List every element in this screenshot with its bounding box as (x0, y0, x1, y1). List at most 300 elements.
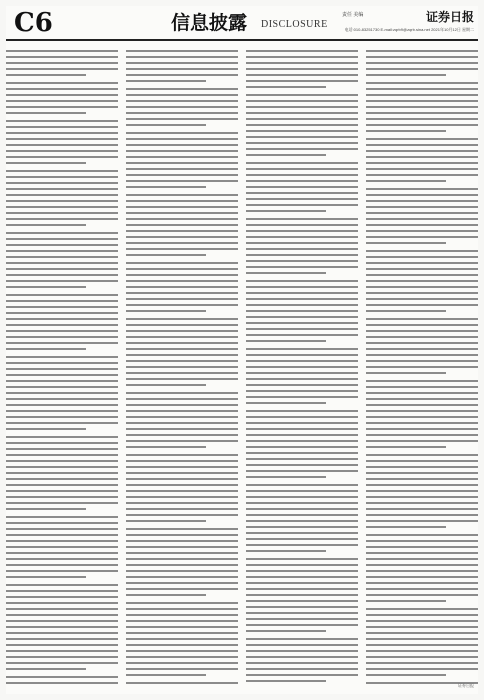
text-line (6, 188, 118, 190)
text-line (126, 570, 238, 572)
text-line (366, 256, 478, 258)
text-line (126, 620, 238, 622)
text-line (6, 68, 118, 70)
text-line (6, 74, 86, 76)
text-line (6, 268, 118, 270)
text-line (366, 150, 478, 152)
text-line (126, 508, 238, 510)
text-line (246, 618, 358, 620)
text-line (246, 490, 358, 492)
text-line (246, 334, 358, 336)
text-line (246, 254, 358, 256)
text-line (366, 106, 478, 108)
text-line (366, 410, 478, 412)
text-line (6, 280, 118, 282)
text-line (246, 668, 358, 670)
text-line (366, 324, 478, 326)
text-line (366, 138, 478, 140)
text-line (126, 588, 238, 590)
contact-info: 电话:010-83251730 E-mail:zqrb9@zqrb.sina.net 2021年10月12日 星期二 (344, 27, 474, 32)
section-title-en: DISCLOSURE (261, 19, 328, 30)
text-column-4 (366, 46, 478, 690)
text-line (6, 356, 118, 358)
text-line (6, 126, 118, 128)
text-line (126, 74, 238, 76)
text-line (126, 138, 238, 140)
text-line (6, 336, 118, 338)
text-line (6, 626, 118, 628)
text-line (246, 428, 358, 430)
text-line (246, 514, 358, 516)
text-line (246, 80, 358, 82)
text-line (246, 520, 358, 522)
text-line (246, 124, 358, 126)
text-line (246, 192, 358, 194)
text-line (126, 150, 238, 152)
text-line (126, 644, 238, 646)
text-line (246, 236, 358, 238)
text-line (126, 194, 238, 196)
text-line (366, 582, 478, 584)
text-line (6, 138, 118, 140)
text-line (246, 260, 358, 262)
text-line (246, 204, 358, 206)
text-line (126, 186, 206, 188)
text-line (6, 306, 118, 308)
text-line (366, 472, 478, 474)
text-line (246, 68, 358, 70)
text-line (6, 620, 118, 622)
text-line (246, 452, 358, 454)
text-line (246, 224, 358, 226)
text-line (6, 584, 118, 586)
text-line (126, 162, 238, 164)
text-line (6, 662, 118, 664)
text-line (6, 348, 86, 350)
text-line (6, 330, 118, 332)
text-line (126, 564, 238, 566)
text-line (366, 360, 478, 362)
text-line (126, 118, 238, 120)
text-line (366, 386, 478, 388)
text-line (366, 118, 478, 120)
text-line (246, 348, 358, 350)
text-line (6, 312, 118, 314)
text-line (246, 56, 358, 58)
text-line (126, 100, 238, 102)
text-line (126, 594, 206, 596)
text-line (126, 502, 238, 504)
text-line (366, 56, 478, 58)
text-line (126, 218, 238, 220)
text-line (366, 404, 478, 406)
text-line (6, 404, 118, 406)
text-line (246, 142, 358, 144)
text-line (6, 156, 118, 158)
text-line (126, 540, 238, 542)
text-line (6, 318, 118, 320)
text-line (366, 330, 478, 332)
text-line (366, 366, 478, 368)
text-line (246, 440, 358, 442)
text-line (126, 602, 238, 604)
text-line (366, 274, 478, 276)
text-line (366, 224, 478, 226)
text-line (6, 472, 118, 474)
text-line (126, 274, 238, 276)
text-line (366, 546, 478, 548)
text-line (126, 106, 238, 108)
text-line (126, 422, 238, 424)
text-line (246, 384, 358, 386)
text-line (6, 170, 118, 172)
text-line (246, 372, 358, 374)
text-line (246, 582, 358, 584)
text-line (126, 576, 238, 578)
text-line (6, 478, 118, 480)
text-line (246, 266, 358, 268)
text-line (366, 570, 478, 572)
text-line (126, 268, 238, 270)
text-line (6, 540, 118, 542)
text-line (246, 322, 358, 324)
text-line (6, 342, 118, 344)
masthead-rule (6, 39, 478, 41)
text-line (126, 230, 238, 232)
text-line (366, 100, 478, 102)
text-line (366, 180, 446, 182)
text-line (126, 398, 238, 400)
text-line (366, 206, 478, 208)
masthead (6, 6, 478, 38)
text-line (366, 230, 478, 232)
text-line (6, 132, 118, 134)
text-column-3 (246, 46, 358, 690)
text-line (6, 436, 118, 438)
text-line (366, 162, 478, 164)
text-line (6, 56, 118, 58)
text-line (366, 398, 478, 400)
text-line (6, 200, 118, 202)
text-line (126, 534, 238, 536)
text-line (366, 576, 478, 578)
text-line (126, 298, 238, 300)
text-line (246, 186, 358, 188)
text-line (6, 460, 118, 462)
text-line (366, 588, 478, 590)
text-line (366, 130, 446, 132)
text-line (366, 478, 478, 480)
editor-credit: 责任 美编 (342, 12, 364, 18)
text-line (366, 446, 446, 448)
text-line (126, 330, 238, 332)
text-line (126, 280, 238, 282)
text-line (366, 68, 478, 70)
text-line (6, 244, 118, 246)
text-line (6, 100, 118, 102)
text-line (126, 112, 238, 114)
text-line (246, 434, 358, 436)
paper-logo: 证券日报 (425, 10, 474, 24)
text-line (126, 342, 238, 344)
text-line (126, 56, 238, 58)
text-line (6, 496, 118, 498)
text-line (366, 88, 478, 90)
text-line (246, 304, 358, 306)
text-line (246, 316, 358, 318)
text-line (366, 82, 478, 84)
text-line (6, 112, 86, 114)
text-line (246, 544, 358, 546)
text-line (246, 630, 326, 632)
text-line (126, 292, 238, 294)
text-line (126, 416, 238, 418)
text-line (246, 328, 358, 330)
text-line (126, 410, 238, 412)
text-line (6, 206, 118, 208)
text-line (6, 224, 86, 226)
text-line (126, 206, 238, 208)
text-line (6, 374, 118, 376)
text-line (246, 612, 358, 614)
footer-note: 证券日报 (458, 683, 474, 688)
footer (6, 682, 478, 694)
text-line (246, 564, 358, 566)
text-line (246, 286, 358, 288)
text-line (366, 62, 478, 64)
text-line (6, 162, 86, 164)
text-line (6, 656, 118, 658)
text-line (366, 614, 478, 616)
text-line (246, 508, 358, 510)
text-line (126, 378, 238, 380)
text-line (246, 446, 358, 448)
text-line (246, 470, 358, 472)
text-line (6, 62, 118, 64)
text-line (366, 416, 478, 418)
text-line (126, 404, 238, 406)
text-line (366, 168, 478, 170)
text-line (126, 200, 238, 202)
text-line (126, 384, 206, 386)
text-line (246, 532, 358, 534)
text-line (126, 558, 238, 560)
text-line (6, 638, 118, 640)
text-line (126, 242, 238, 244)
text-line (6, 546, 118, 548)
text-line (6, 182, 118, 184)
text-line (246, 396, 358, 398)
text-line (366, 620, 478, 622)
text-line (126, 472, 238, 474)
text-line (6, 428, 86, 430)
text-line (246, 94, 358, 96)
text-line (126, 454, 238, 456)
text-line (246, 310, 358, 312)
text-line (246, 378, 358, 380)
text-line (6, 88, 118, 90)
text-line (126, 50, 238, 52)
text-line (366, 336, 478, 338)
text-line (246, 638, 358, 640)
text-line (366, 200, 478, 202)
text-line (246, 422, 358, 424)
text-line (126, 428, 238, 430)
text-line (246, 360, 358, 362)
text-line (126, 68, 238, 70)
text-line (366, 428, 478, 430)
text-line (246, 650, 358, 652)
text-line (246, 588, 358, 590)
text-line (366, 174, 478, 176)
text-line (366, 662, 478, 664)
text-line (366, 594, 478, 596)
text-line (126, 466, 238, 468)
text-line (246, 340, 326, 342)
text-line (6, 144, 118, 146)
text-line (126, 88, 238, 90)
text-line (126, 236, 238, 238)
text-line (246, 162, 358, 164)
text-line (126, 546, 238, 548)
text-line (6, 522, 118, 524)
text-line (6, 442, 118, 444)
text-line (126, 62, 238, 64)
text-line (6, 484, 118, 486)
text-line (366, 644, 478, 646)
text-line (246, 180, 358, 182)
text-line (6, 94, 118, 96)
text-line (366, 298, 478, 300)
text-line (246, 62, 358, 64)
text-line (246, 86, 326, 88)
text-line (246, 174, 358, 176)
newspaper-page (6, 6, 478, 694)
text-line (366, 422, 478, 424)
text-line (366, 656, 478, 658)
text-line (6, 380, 118, 382)
text-line (6, 516, 118, 518)
text-line (126, 638, 238, 640)
text-line (366, 534, 478, 536)
text-line (126, 490, 238, 492)
text-line (126, 528, 238, 530)
text-line (126, 460, 238, 462)
text-line (246, 464, 358, 466)
text-line (126, 434, 238, 436)
text-line (246, 106, 358, 108)
text-line (246, 198, 358, 200)
text-line (246, 402, 326, 404)
text-column-2 (126, 46, 238, 690)
text-line (246, 674, 358, 676)
text-line (366, 626, 478, 628)
text-line (246, 502, 358, 504)
text-line (6, 576, 86, 578)
text-line (6, 238, 118, 240)
text-line (6, 294, 118, 296)
text-line (6, 534, 118, 536)
text-line (246, 280, 358, 282)
text-line (366, 242, 446, 244)
text-line (246, 100, 358, 102)
text-line (246, 298, 358, 300)
text-line (366, 50, 478, 52)
text-line (6, 176, 118, 178)
text-line (126, 310, 206, 312)
text-line (6, 262, 118, 264)
text-line (246, 112, 358, 114)
text-line (126, 80, 206, 82)
text-line (366, 674, 446, 676)
text-line (246, 148, 358, 150)
text-line (6, 668, 86, 670)
text-line (366, 440, 478, 442)
text-line (126, 180, 238, 182)
text-line (6, 632, 118, 634)
text-line (366, 650, 478, 652)
text-column-1 (6, 46, 118, 690)
text-line (126, 614, 238, 616)
text-line (366, 552, 478, 554)
text-line (246, 624, 358, 626)
text-line (366, 540, 478, 542)
text-line (6, 602, 118, 604)
text-line (6, 454, 118, 456)
text-line (126, 324, 238, 326)
text-line (366, 484, 478, 486)
text-line (126, 366, 238, 368)
text-line (6, 422, 118, 424)
text-line (246, 458, 358, 460)
text-line (126, 392, 238, 394)
text-line (6, 596, 118, 598)
text-line (366, 74, 446, 76)
text-line (366, 520, 478, 522)
text-line (246, 272, 326, 274)
text-line (126, 668, 238, 670)
text-line (246, 130, 358, 132)
text-line (126, 478, 238, 480)
text-line (126, 608, 238, 610)
text-line (6, 218, 118, 220)
text-line (366, 236, 478, 238)
masthead-right (342, 10, 474, 34)
text-line (126, 212, 238, 214)
text-line (6, 528, 118, 530)
text-line (246, 136, 358, 138)
text-line (366, 194, 478, 196)
text-line (6, 194, 118, 196)
text-line (366, 558, 478, 560)
text-line (6, 508, 86, 510)
text-line (246, 558, 358, 560)
text-line (6, 256, 118, 258)
text-line (246, 570, 358, 572)
text-line (6, 590, 118, 592)
text-line (126, 496, 238, 498)
text-line (126, 520, 206, 522)
text-line (246, 354, 358, 356)
text-line (246, 538, 358, 540)
text-line (126, 582, 238, 584)
text-line (246, 218, 358, 220)
text-line (366, 292, 478, 294)
text-line (126, 354, 238, 356)
text-line (246, 416, 358, 418)
text-line (6, 106, 118, 108)
text-line (126, 318, 238, 320)
